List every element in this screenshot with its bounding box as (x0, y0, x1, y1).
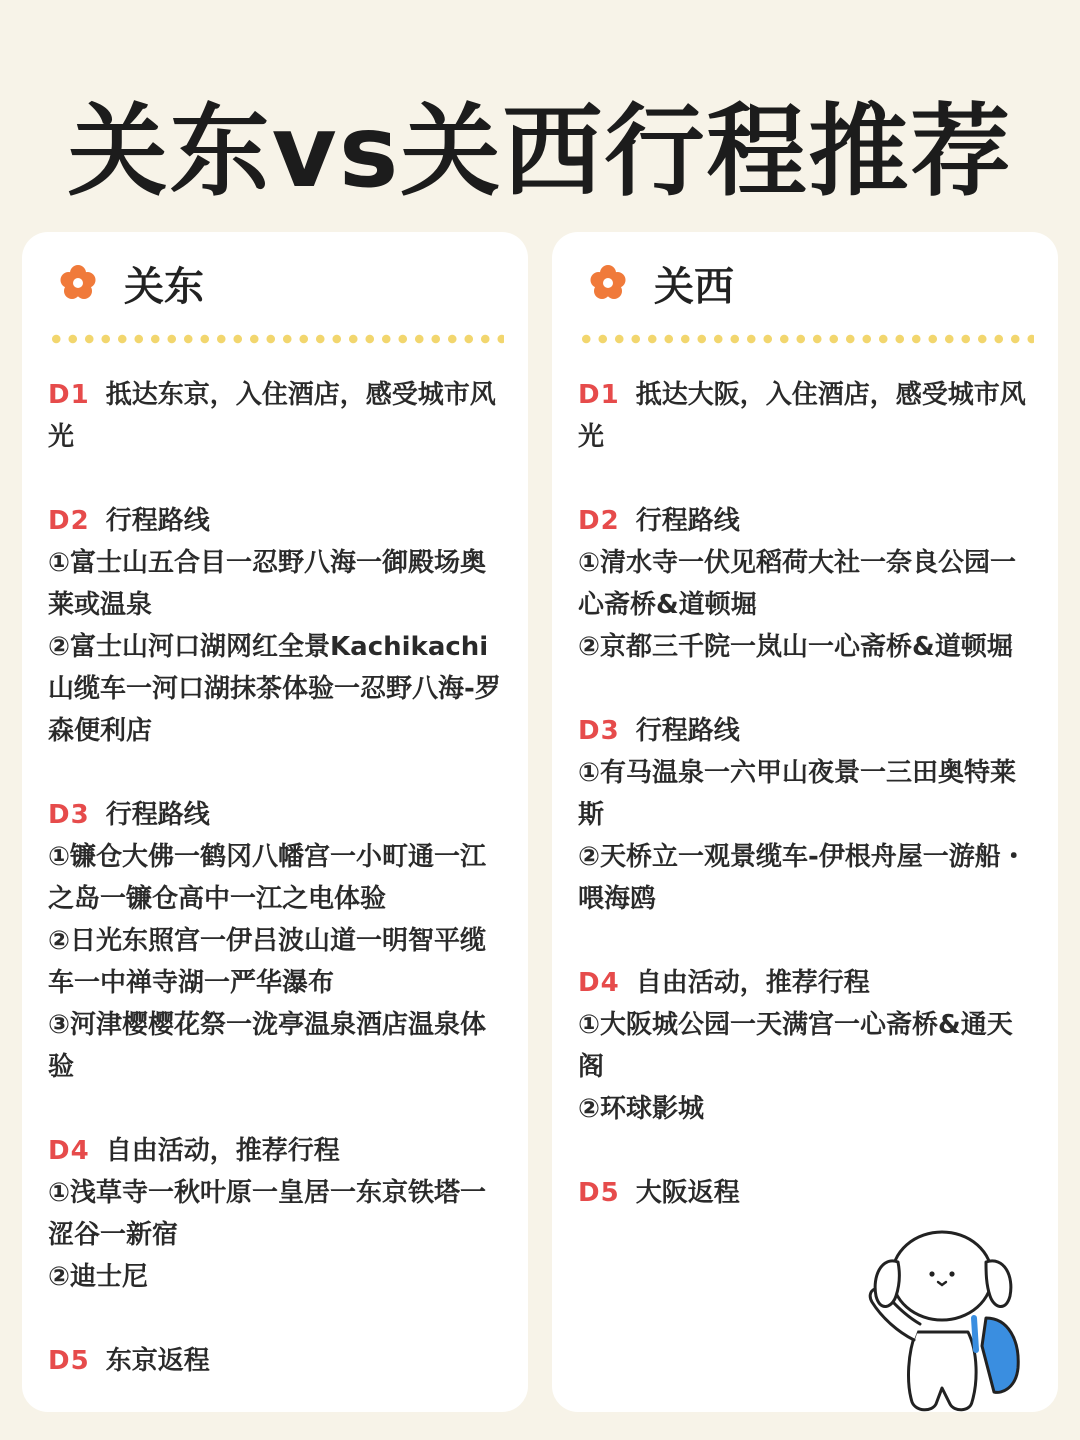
day-title: 行程路线 (105, 506, 210, 536)
day-heading (578, 710, 1034, 752)
day-title: 行程路线 (635, 716, 740, 746)
itinerary-day (48, 374, 504, 458)
kansai-title: 关西 (654, 263, 734, 310)
itinerary-day (48, 1130, 504, 1298)
kanto-itinerary (48, 374, 504, 1382)
itinerary-day (578, 962, 1034, 1130)
day-number: D5 (578, 1178, 620, 1208)
day-heading (48, 1130, 504, 1172)
kanto-title: 关东 (124, 263, 204, 310)
itinerary-day (578, 500, 1034, 668)
flower-icon (58, 263, 98, 303)
day-number: D1 (578, 380, 620, 410)
day-heading (48, 1340, 504, 1382)
day-heading (578, 962, 1034, 1004)
itinerary-day (578, 1172, 1034, 1214)
day-title: 自由活动，推荐行程 (635, 968, 870, 998)
day-number: D5 (48, 1346, 90, 1376)
day-number: D4 (578, 968, 620, 998)
day-title: 自由活动，推荐行程 (105, 1136, 340, 1166)
route-line: ②富士山河口湖网红全景Kachikachi山缆车一河口湖抹茶体验一忍野八海-罗森便利店 (48, 632, 501, 746)
dog-mascot-icon (858, 1222, 1028, 1418)
day-number: D3 (578, 716, 620, 746)
day-heading (578, 500, 1034, 542)
day-number: D4 (48, 1136, 90, 1166)
itinerary-day (578, 374, 1034, 458)
route-line: ②迪士尼 (48, 1262, 149, 1292)
route-line: ①清水寺一伏见稻荷大社一奈良公园一心斋桥&道顿堀 (578, 548, 1017, 620)
route-line: ①大阪城公园一天满宫一心斋桥&通天阁 (578, 1010, 1013, 1082)
kansai-itinerary (578, 374, 1034, 1214)
route-line: ①浅草寺一秋叶原一皇居一东京铁塔一涩谷一新宿 (48, 1178, 487, 1250)
day-title: 大阪返程 (635, 1178, 740, 1208)
day-number: D2 (48, 506, 90, 536)
route-line: ②天桥立一观景缆车-伊根舟屋一游船・喂海鸥 (578, 842, 1027, 914)
kansai-header (578, 254, 1034, 312)
page-title: 关东vs关西行程推荐 (67, 93, 1013, 210)
itinerary-day (578, 710, 1034, 920)
day-title: 抵达东京，入住酒店，感受城市风光 (48, 380, 496, 452)
day-heading (578, 1172, 1034, 1214)
itinerary-day (48, 500, 504, 752)
day-title: 行程路线 (105, 800, 210, 830)
day-heading (48, 794, 504, 836)
day-heading (48, 374, 504, 458)
flower-icon (588, 263, 628, 303)
route-line: ②环球影城 (578, 1094, 705, 1124)
route-line: ①富士山五合目一忍野八海一御殿场奥莱或温泉 (48, 548, 487, 620)
day-title: 抵达大阪，入住酒店，感受城市风光 (578, 380, 1026, 452)
dotted-divider (578, 334, 1034, 344)
itinerary-day (48, 794, 504, 1088)
day-number: D3 (48, 800, 90, 830)
kanto-header (48, 254, 504, 312)
day-heading (48, 500, 504, 542)
dotted-divider (48, 334, 504, 344)
route-line: ③河津樱樱花祭一泷亭温泉酒店温泉体验 (48, 1010, 487, 1082)
route-line: ②日光东照宫一伊吕波山道一明智平缆车一中禅寺湖一严华瀑布 (48, 926, 487, 998)
kanto-card (22, 232, 528, 1412)
itinerary-day (48, 1340, 504, 1382)
day-number: D1 (48, 380, 90, 410)
day-title: 东京返程 (105, 1346, 210, 1376)
day-number: D2 (578, 506, 620, 536)
day-heading (578, 374, 1034, 458)
route-line: ②京都三千院一岚山一心斋桥&道顿堀 (578, 632, 1013, 662)
route-line: ①镰仓大佛一鹤冈八幡宫一小町通一江之岛一镰仓高中一江之电体验 (48, 842, 487, 914)
day-title: 行程路线 (635, 506, 740, 536)
route-line: ①有马温泉一六甲山夜景一三田奥特莱斯 (578, 758, 1017, 830)
